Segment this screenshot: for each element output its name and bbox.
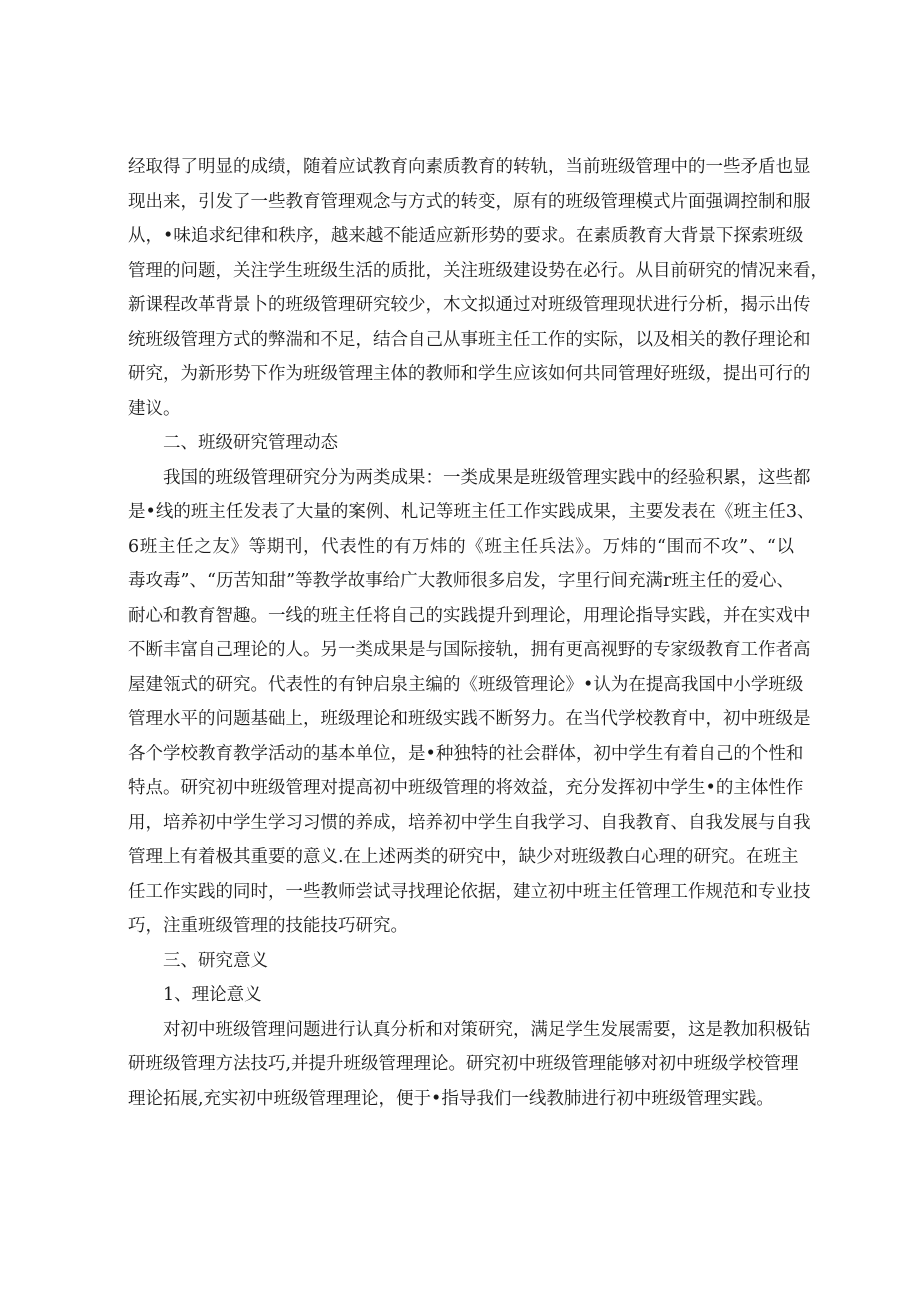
text-line: 现出来，引发了一些教育管理观念与方式的转变，原有的班级管理模式片面强调控制和服: [128, 191, 811, 212]
text-line: 用，培养初中学生学习习惯的养成，培养初中学生自我学习、自我教育、自我发展与自我: [128, 812, 811, 833]
text-line: 研究，为新形势下作为班级管理主体的教师和学生应该如何共同管理好班级，提出可行的: [128, 364, 811, 384]
text-line: 建议。: [128, 398, 181, 419]
text-line: 屋建瓴式的研究。代表性的有钟启泉主编的《班级管理论》•认为在提高我国中小学班级: [128, 674, 804, 695]
text-line: 任工作实践的同时，一些教师尝试寻找理论依据，建立初中班主任管理工作规范和专业技: [128, 881, 811, 902]
text-line: 管理水平的问题基础上，班级理论和班级实践不断努力。在当代学校教育中，初中班级是: [128, 709, 811, 729]
section-heading-research-trends: 二、班级研究管理动态: [163, 433, 338, 453]
text-line: 新课程改革背景卜的班级管理研究较少，木文拟通过对班级管理现状进行分析，揭示出传: [128, 295, 811, 315]
text-line: 不断丰富自己理论的人。另一类成果是与国际接轨，拥有更高视野的专家级教育工作者高: [128, 640, 811, 660]
text-line: 理论拓展,充实初中班级管理理论，便于•指导我们一线教肺进行初中班级管理实践。: [128, 1088, 774, 1109]
document-body: [128, 150, 828, 1116]
text-line: 统班级管理方式的弊湍和不足，结合自己从事班主任工作的实际，以及相关的教仔理论和: [128, 329, 811, 350]
paragraph-research-trends: [128, 461, 815, 944]
text-line: 耐心和教育智趣。一线的班主任将自己的实践提升到理论，用理论指导实践，并在实戏中: [128, 605, 811, 626]
text-line: 各个学校教育教学活动的基本单位，是•种独特的社会群体，初中学生有着自己的个性和: [128, 743, 804, 764]
text-line: 经取得了明显的成绩，随着应试教育向素质教育的转轨，当前班级管理中的一些矛盾也显: [128, 157, 811, 177]
text-line: 对初中班级管理问题进行认真分析和对策研究，满足学生发展需要，这是教加积极钻: [163, 1019, 811, 1040]
text-line: 我国的班级管理研究分为两类成果：一类成果是班级管理实践中的经验积累，这些都: [163, 467, 811, 488]
text-line: 特点。研究初中班级管理对提高初中班级管理的将效益，充分发挥初中学生•的主体性作: [128, 778, 804, 798]
text-line: 从，•味追求纪律和秩序，越来越不能适应新形势的要求。在素质教育大背景下探索班级: [128, 226, 804, 246]
paragraph-theoretical-significance: [128, 1013, 811, 1117]
text-line: 6班主任之友》等期刊，代表性的有万炜的《班主任兵法》。万炜的“围而不攻”、“以: [128, 536, 794, 557]
text-line: 管理的问题，关注学生班级生活的质批，关注班级建设势在必行。从目前研究的情况来看，: [128, 260, 828, 281]
text-line: 是•线的班主任发表了大量的案例、札记等班主任工作实践成果，主要发表在《班主任3、: [128, 502, 815, 522]
paragraph-intro-continued: [128, 150, 828, 426]
text-line: 巧，注重班级管理的技能技巧研究。: [128, 916, 408, 936]
text-line: 管理上有着极其重要的意义.在上述两类的研究中，缺少对班级教白心理的研究。在班主: [128, 847, 799, 867]
text-line: 毒攻毒”、“历苦知甜”等教学故事给广大教师很多启发，字里行间充满r班主任的爱心、: [128, 571, 794, 591]
text-line: 研班级管理方法技巧,并提升班级管理理论。研究初中班级管理能够对初中班级学校管理: [128, 1054, 799, 1074]
section-heading-research-significance: 三、研究意义: [163, 950, 268, 971]
subsection-heading-theoretical-significance: 1、理论意义: [163, 985, 262, 1005]
